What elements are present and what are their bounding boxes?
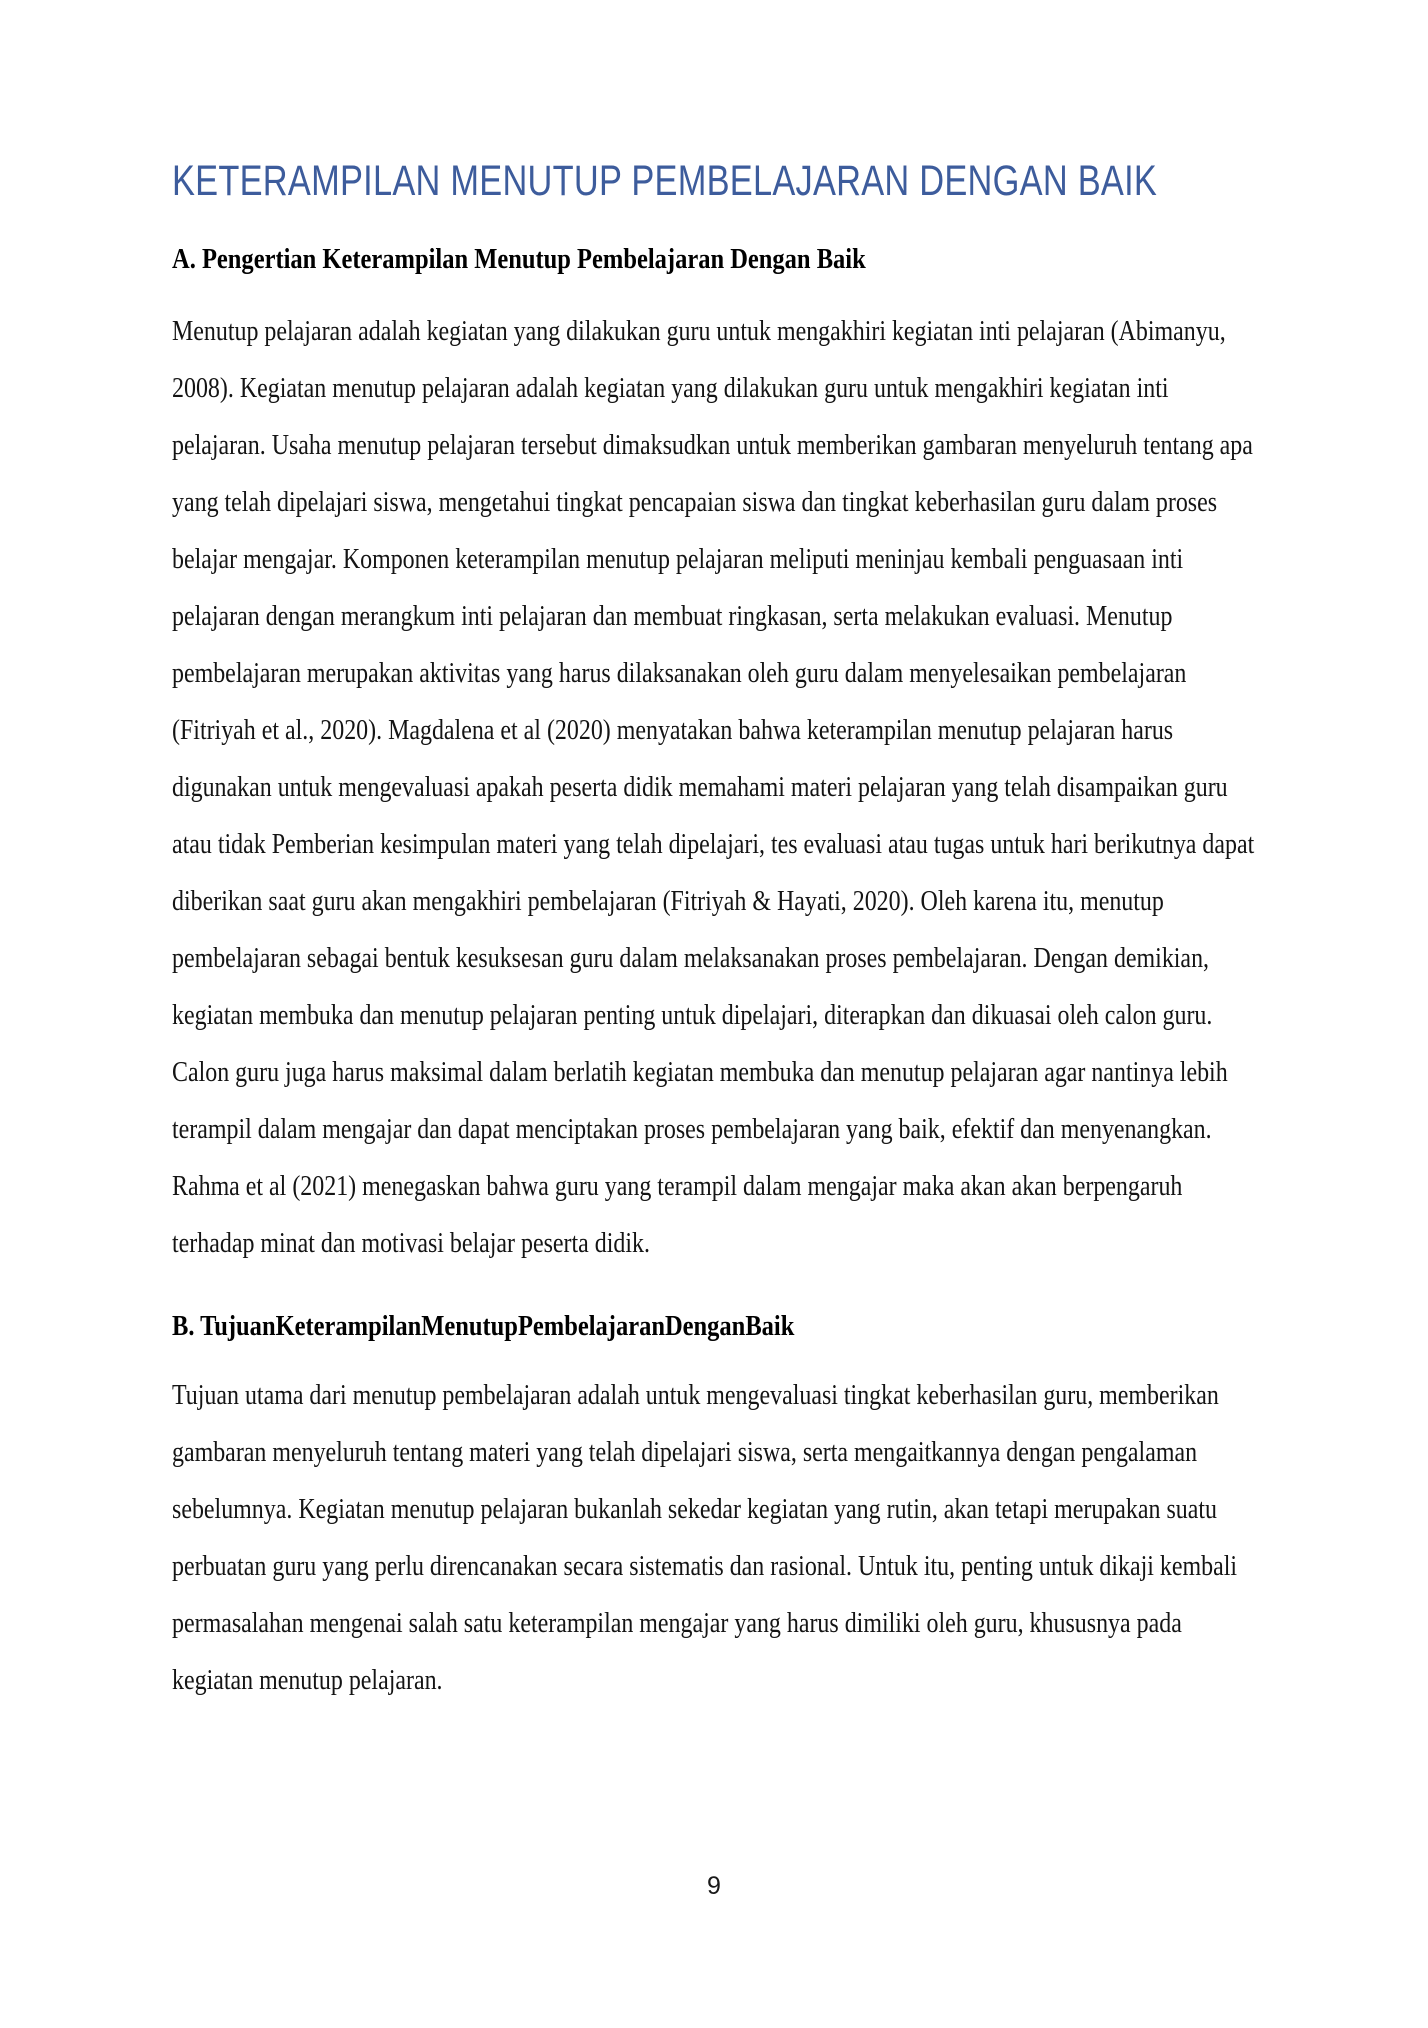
page-title: KETERAMPILAN MENUTUP PEMBELAJARAN DENGAN BAIK <box>172 157 1158 205</box>
document-content <box>172 150 1264 1709</box>
section-paragraph-b: Tujuan utama dari menutup pembelajaran adalah untuk mengevaluasi tingkat keberhasilan guru, memberikan gambaran menyeluruh tentang materi yang telah dipelajari siswa, serta mengaitkannya dengan pengalaman sebelumnya. Kegiatan menutup pelajaran bukanlah sekedar kegiatan yang rutin, akan tetapi merupakan suatu perbuatan guru yang perlu direncanakan secara sistematis dan rasional. Untuk itu, penting untuk dikaji kembali permasalahan mengenai salah satu keterampilan mengajar yang harus dimiliki oleh guru, khususnya pada kegiatan menutup pelajaran. <box>172 1379 1238 1696</box>
section-heading-b: B. TujuanKeterampilanMenutupPembelajaranDenganBaik <box>172 1310 795 1342</box>
page-number: 9 <box>707 1872 721 1900</box>
section-paragraph-a: Menutup pelajaran adalah kegiatan yang dilakukan guru untuk mengakhiri kegiatan inti pelajaran (Abimanyu, 2008). Kegiatan menutup pelajaran adalah kegiatan yang dilakukan guru untuk mengakhiri kegiatan inti pelajaran. Usaha menutup pelajaran tersebut dimaksudkan untuk memberikan gambaran menyeluruh tentang apa yang telah dipelajari siswa, mengetahui tingkat pencapaian siswa dan tingkat keberhasilan guru dalam proses belajar mengajar. Komponen keterampilan menutup pelajaran meliputi meninjau kembali penguasaan inti pelajaran dengan merangkum inti pelajaran dan membuat ringkasan, serta melakukan evaluasi. Menutup pembelajaran merupakan aktivitas yang harus dilaksanakan oleh guru dalam menyelesaikan pembelajaran (Fitriyah et al., 2020). Magdalena et al (2020) menyatakan bahwa keterampilan menutup pelajaran harus digunakan untuk mengevaluasi apakah peserta didik memahami materi pelajaran yang telah disampaikan guru atau tidak Pemberian kesimpulan materi yang telah dipelajari, tes evaluasi atau tugas untuk hari berikutnya dapat diberikan saat guru akan mengakhiri pembelajaran (Fitriyah & Hayati, 2020). Oleh karena itu, menutup pembelajaran sebagai bentuk kesuksesan guru dalam melaksanakan proses pembelajaran. Dengan demikian, kegiatan membuka dan menutup pelajaran penting untuk dipelajari, diterapkan dan dikuasai oleh calon guru. Calon guru juga harus maksimal dalam berlatih kegiatan membuka dan menutup pelajaran agar nantinya lebih terampil dalam mengajar dan dapat menciptakan proses pembelajaran yang baik, efektif dan menyenangkan. Rahma et al (2021) menegaskan bahwa guru yang terampil dalam mengajar maka akan akan berpengaruh terhadap minat dan motivasi belajar peserta didik. <box>172 315 1255 1259</box>
section-heading-a: A. Pengertian Keterampilan Menutup Pembelajaran Dengan Baik <box>172 244 866 276</box>
